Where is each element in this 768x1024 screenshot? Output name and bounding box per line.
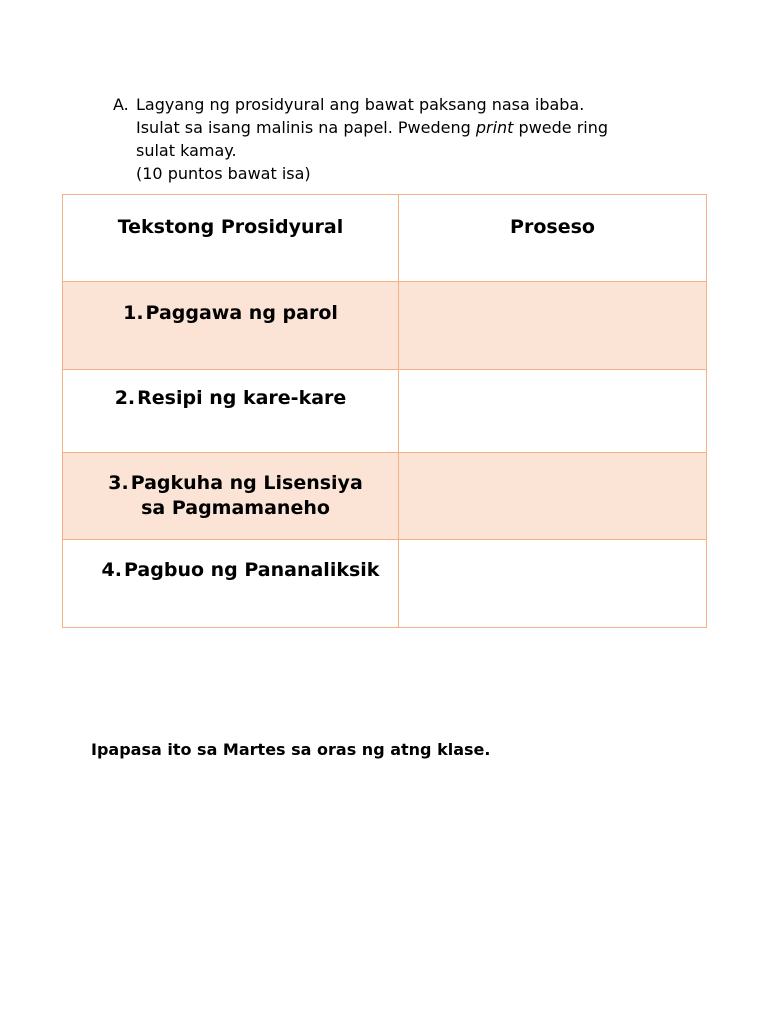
instruction-line-2 <box>136 116 608 139</box>
instruction-line-2-end: pwede ring <box>513 118 609 137</box>
topic-text <box>63 540 398 583</box>
topic-text <box>63 282 398 326</box>
header-label: Proseso <box>510 216 595 238</box>
table-row <box>63 282 707 370</box>
proseso-cell[interactable] <box>399 540 707 628</box>
table-row <box>63 370 707 453</box>
instruction-item-a <box>113 93 713 185</box>
proseso-cell[interactable] <box>399 370 707 453</box>
topic-cell <box>63 370 399 453</box>
instruction-line-1: Lagyang ng prosidyural ang bawat paksang nasa ibaba. <box>136 95 585 114</box>
topic-cell <box>63 282 399 370</box>
topic-text <box>63 453 398 521</box>
table-row <box>63 540 707 628</box>
instruction-line-3: sulat kamay. <box>136 141 237 160</box>
topic-label: Pagkuha ng Lisensiya <box>130 472 363 494</box>
proseso-cell[interactable] <box>399 453 707 540</box>
instruction-line-2-italic: print <box>475 118 514 137</box>
topic-label: Paggawa ng parol <box>145 302 338 324</box>
topic-cell <box>63 540 399 628</box>
header-label: Tekstong Prosidyural <box>117 216 344 238</box>
procedural-text-table <box>62 194 707 628</box>
instruction-line-2-start: Isulat sa isang malinis na papel. Pwedeng <box>136 118 476 137</box>
topic-label: Resipi ng kare-kare <box>137 387 347 409</box>
header-cell-tekstong-prosidyural <box>63 195 399 282</box>
topic-line-2: sa Pagmamaneho <box>141 497 330 519</box>
instructions <box>113 93 713 185</box>
instruction-text <box>136 93 608 185</box>
topic-number: 3. <box>108 472 129 494</box>
proseso-cell[interactable] <box>399 282 707 370</box>
topic-number: 4. <box>101 559 122 581</box>
table-header-row <box>63 195 707 282</box>
header-cell-proseso <box>399 195 707 282</box>
topic-line-1 <box>73 471 398 496</box>
table-row <box>63 453 707 540</box>
instruction-marker: A. <box>113 95 129 114</box>
topic-label: Pagbuo ng Pananaliksik <box>124 559 380 581</box>
topic-text <box>63 370 398 411</box>
topic-number: 1. <box>123 302 144 324</box>
topic-number: 2. <box>114 387 136 409</box>
instruction-line-4: (10 puntos bawat isa) <box>136 164 311 183</box>
submission-note: Ipapasa ito sa Martes sa oras ng atng klase. <box>91 740 491 759</box>
topic-cell <box>63 453 399 540</box>
